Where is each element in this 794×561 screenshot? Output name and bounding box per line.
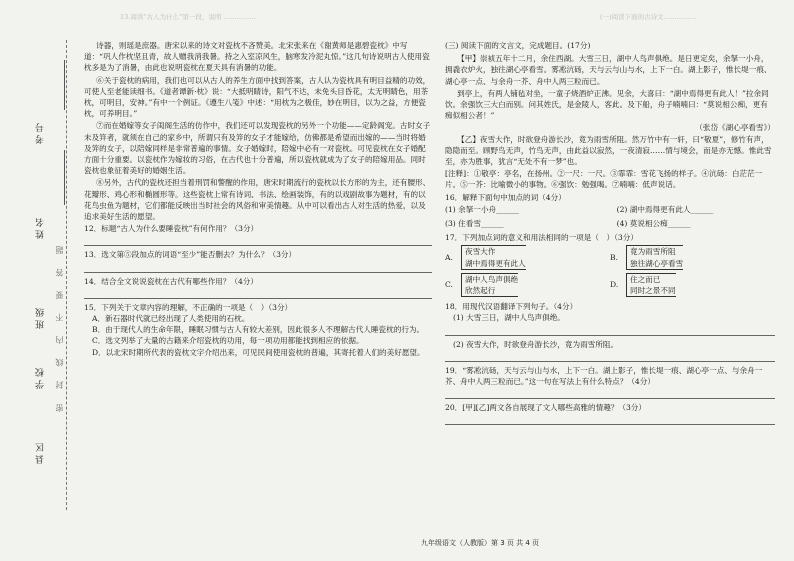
question-18: 18．用现代汉语翻译下列句子。（4分） — [445, 302, 578, 312]
school-label: 学校 — [36, 365, 46, 389]
question-20: 20．[甲][乙]两文各自展现了文人哪些高雅的情趣？（3分） — [445, 403, 646, 413]
passage-para-2: ⑥关于瓷枕的病用，我们也可以从古人的养生方面中找到答案，古人认为瓷枕具有明目益精的功效，可使人至老能读细书。《道者谭新·枕》说：“大抵明睛诗，阳气不达，未免头目昏花，太无明睛色，用茶枕，可明目，安神。”有中一个例证。《遵生八笺》中述：“用枕为之极佳，妙在明目，以为之益，方便瓷枕，可养明目。” — [84, 75, 431, 119]
answer-line-18-2[interactable] — [445, 351, 775, 362]
text-jia-source: （张岱《湖心亭看雪》） — [695, 123, 775, 133]
q16-item-3[interactable]: (3) 住看雪______ — [445, 219, 504, 229]
question-17: 17．下列加点词的意义和用法相同的一项是（ ）（3分） — [445, 233, 638, 243]
faint-header-left: 13.阅读“古人为什么”第一段，说明 …………… — [120, 13, 257, 21]
question-14: 14．结合全文说说瓷枕在古代有哪些作用？（4分） — [84, 276, 258, 286]
name-label: 姓名 — [36, 215, 46, 239]
question-12: 12．标题“古人为什么要睡瓷枕”有何作用？（3分） — [84, 224, 259, 234]
class-label: 班级 — [36, 305, 46, 329]
q16-row-1 — [445, 204, 775, 215]
question-13: 13．选文第⑤段加点的词语“至少”能否删去？为什么？（3分） — [84, 250, 297, 260]
page-footer: 九年级语文（人教版）第 3 页 共 4 页 — [420, 539, 540, 547]
county-label: 县区 — [36, 440, 46, 464]
exam-no-line — [64, 60, 65, 110]
question-19: 19．“雾凇沆砀，天与云与山与水，上下一白。湖上影子，惟长堤一痕、湖心亭一点、与余舟一芥、舟中人两三粒而已。”这一句在写法上有什么特点？（4分） — [445, 365, 763, 387]
seal-line-text: 密 封 线 内 不 要 答 题 — [55, 240, 64, 412]
q17-option-b[interactable]: B. 竟为雨雪所阻 独往湖心亭看雪 — [610, 245, 775, 269]
passage-para-3: ⑦而在婚嫁等女子闺阁生活的仿作中，我们还可以发现瓷枕的另外一个功能——定龄阁宠。古时女子未及笄者，就须在自己的家乡中，所谓只有及笄的女子才能嫁给，仿佛都是希望而出嫁的——当时将婚及笄的女子，以陪嫁同样是非常普遍的事情。女子婚嫁时，陪嫁中必有一对瓷枕。可见瓷枕在女子婚配方面十分重要。以瓷枕作为嫁妆的习俗，在古代也十分普遍，所以瓷枕就成为了女子的陪嫁用品。同时瓷枕也象征着美好的婚姻生活。 — [84, 121, 431, 176]
option-15b: B．由于现代人的生命年限，睡眠习惯与古人有较大差别，因此很多人不理解古代人睡瓷枕的行为。 — [92, 325, 425, 335]
text-yi: 【乙】夜雪大作，时欲登舟游长沙，竟为雨雪所阻。然万竹中有一轩，曰“敬夏”，修竹有声，隐隐而至。顾野鸟无声，竹鸟无声，由此益以寂然，一夜清寂……情与境会，而是亦无憾。惟此雪至，亦为胜事，犹言“无处不有一梦”也。 — [445, 134, 772, 167]
option-15c: C．选文列举了大量的古籍来介绍瓷枕的功用，每一项功用都能找到相应的依据。 — [92, 336, 364, 346]
text-jia-2: 到亭上，有两人铺毡对坐，一童子烧酒炉正沸。见余，大喜曰：“湖中焉得更有此人！”拉余同饮。余强饮三大白而别。问其姓氏，是金陵人，客此。及下船，舟子喃喃曰：“莫说相公痴，更有痴似相公者！” — [445, 88, 769, 121]
answer-line-14[interactable] — [84, 288, 432, 299]
answer-line-12[interactable] — [84, 235, 432, 246]
passage-para-1: 诗器，则瑶是庶器。唐宋以来的诗文对瓷枕不吝赞美。北宋张来在《谢黄师是惠碧瓷枕》中写道：“巩人作枕坚且青，故人赠我消我暑。持之入室凉风生，脑寒发冷泥丸惊。”这几句诗说明古人使用瓷枕多是为了消暑，由此也说明瓷枕在夏天具有消暑的功能。 — [84, 41, 430, 73]
q16-item-2[interactable]: (2) 湖中焉得更有此人______ — [616, 204, 714, 214]
name-line — [64, 150, 65, 205]
text-jia-1: 【甲】崇祯五年十二月，余住西湖。大雪三日，湖中人鸟声俱绝。是日更定矣，余拏一小舟，拥毳衣炉火，独往湖心亭看雪。雾凇沆砀，天与云与山与水，上下一白。湖上影子，惟长堤一痕、湖心亭一点、与余舟一芥、舟中人两三粒而已。 — [445, 54, 772, 86]
answer-line-13[interactable] — [84, 262, 432, 273]
exam-no-label: 考号 — [36, 120, 46, 144]
question-15: 15．下列关于文章内容的理解，不正确的一项是（ ）（3分） — [84, 302, 293, 312]
q17-option-c[interactable]: C. 湖中人鸟声俱绝 欣然起行 — [445, 273, 610, 297]
answer-line-19[interactable] — [445, 388, 775, 399]
right-column — [445, 40, 775, 428]
left-column — [84, 40, 432, 358]
answer-line-18-1[interactable] — [445, 325, 775, 336]
section-3-title: (三) 阅读下面的文言文，完成题目。(17分) — [445, 41, 591, 50]
q16-row-2 — [445, 218, 775, 229]
q18-item-2: (2) 夜雪大作，时欲登舟游长沙，竟为雨雪所阻。 — [453, 339, 619, 349]
q17-option-a[interactable]: A. 夜雪大作 湖中焉得更有此人 — [445, 245, 610, 269]
q17-options — [445, 245, 775, 297]
q18-item-1: (1) 大雪三日，湖中人鸟声俱绝。 — [453, 313, 565, 323]
q16-item-1[interactable]: (1) 余拏一小舟______ — [445, 204, 519, 214]
passage-para-4: ⑧另外，古代的瓷枕还担当着刑罚和警醒的作用，唐宋时期流行的瓷枕以长方形的为主，还有腰形、花瓣形、鸡心形和椭圆形等。这些瓷枕上常有诗词、书法、绘画装饰，有的以戏剧故事为题材，有的以花鸟虫鱼为题材，它们都能反映出当时社会的风俗和审美情趣。从中可以看出古人对生活的热爱，以及追求美好生活的愿望。 — [84, 178, 431, 222]
question-16: 16．解释下面句中加点的词（4分） — [445, 192, 566, 202]
option-15d: D．以北宋时期所代表的瓷枕文字介绍出来，可见民间使用瓷枕的普遍，其寄托着人们的美好愿望。 — [92, 347, 425, 357]
q17-option-d[interactable]: D. 住之而已 同时之景不同 — [610, 273, 775, 297]
faint-header-right: (一)阅读下面的古诗文…………… — [600, 13, 697, 21]
answer-line-20[interactable] — [445, 414, 775, 425]
notes: [注释]：①敬亭：亭名，在扬州。②一尺：一尺。③霏霏：雪花飞扬的样子。④沆砀：白茫茫一片。⑤一芥：比喻微小的事物。⑥强饮：勉强喝。⑦喃喃：低声说话。 — [445, 169, 763, 190]
q16-item-4[interactable]: (4) 莫说相公痴______ — [616, 219, 691, 229]
option-15a: A．新石器时代就已经出现了人类使用的石枕。 — [92, 314, 250, 324]
